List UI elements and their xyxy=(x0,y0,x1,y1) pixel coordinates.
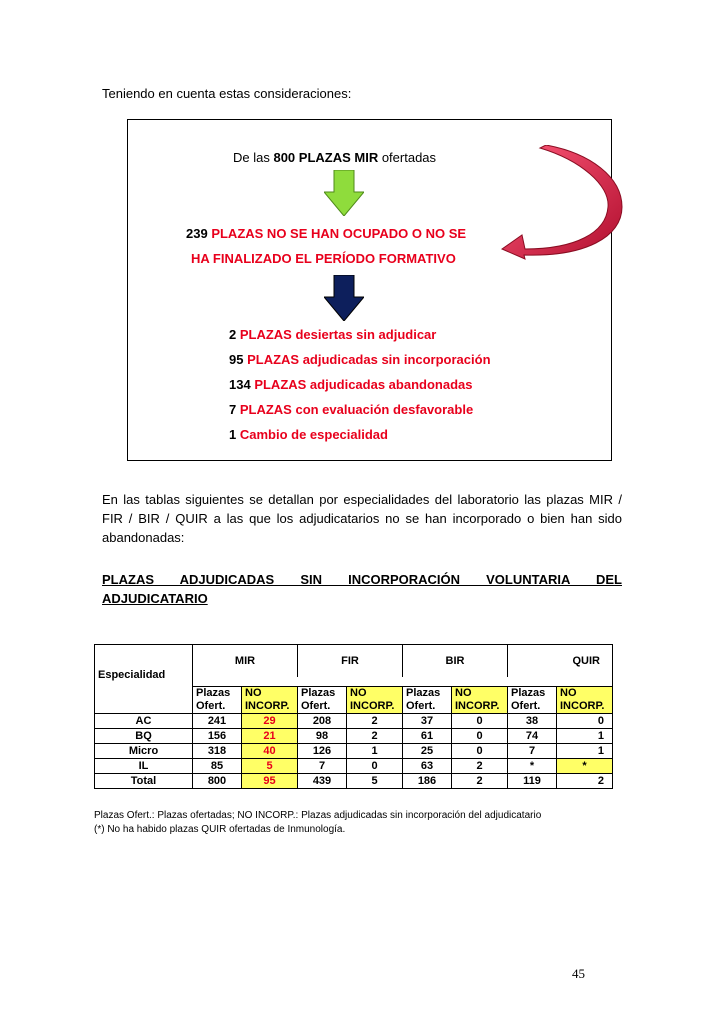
cell: 0 xyxy=(452,714,508,729)
green-down-arrow-icon xyxy=(324,170,364,216)
box-item-text: PLAZAS adjudicadas abandonadas xyxy=(250,377,473,392)
box-item-2 xyxy=(229,377,472,392)
cell: 0 xyxy=(452,729,508,744)
subheader-text: NO xyxy=(245,687,262,699)
box-line-offered-pre: De las xyxy=(233,150,274,165)
cell: 98 xyxy=(298,729,347,744)
cell: 1 xyxy=(347,744,403,759)
subheader-text: Plazas xyxy=(511,687,546,699)
cell: 61 xyxy=(403,729,452,744)
cell: 5 xyxy=(242,759,298,774)
cell: * xyxy=(557,759,613,774)
page-number: 45 xyxy=(572,966,585,981)
curved-arrow-icon xyxy=(370,145,625,260)
specialty-header: Especialidad xyxy=(95,645,193,687)
subheader-text: Plazas xyxy=(196,687,231,699)
cell: 2 xyxy=(347,714,403,729)
navy-down-arrow-icon xyxy=(324,275,364,321)
row-name: IL xyxy=(95,759,193,774)
row-name: Total xyxy=(95,774,193,789)
cell: 37 xyxy=(403,714,452,729)
subheader-text: Ofert. xyxy=(301,700,331,712)
cell: * xyxy=(508,759,557,774)
explanation-paragraph: En las tablas siguientes se detallan por especialidades del laboratorio las plazas MIR / FIR / BIR / QUIR a las que los adjudicatarios no se han incorporado o bien han sido abandonadas: xyxy=(102,492,622,545)
subheader-bir-plazas xyxy=(403,687,452,714)
cell: 2 xyxy=(452,774,508,789)
intro-text: Teniendo en cuenta estas consideraciones: xyxy=(102,86,352,101)
subheader-text: NO xyxy=(350,687,367,699)
table-row xyxy=(95,774,613,789)
subheader-text: INCORP. xyxy=(245,700,290,712)
cell: 63 xyxy=(403,759,452,774)
cell: 25 xyxy=(403,744,452,759)
subheader-text: INCORP. xyxy=(350,700,395,712)
cell: 29 xyxy=(242,714,298,729)
table-row xyxy=(95,759,613,774)
box-item-0 xyxy=(229,327,436,342)
cell: 38 xyxy=(508,714,557,729)
cell: 0 xyxy=(557,714,613,729)
subheader-fir-noincorp xyxy=(347,687,403,714)
cell: 126 xyxy=(298,744,347,759)
cell: 1 xyxy=(557,729,613,744)
cell: 2 xyxy=(452,759,508,774)
box-item-text: PLAZAS con evaluación desfavorable xyxy=(236,402,474,417)
specialty-subheader xyxy=(95,687,193,714)
cell: 800 xyxy=(193,774,242,789)
cell: 40 xyxy=(242,744,298,759)
box-item-number: 134 xyxy=(229,377,251,392)
cell: 5 xyxy=(347,774,403,789)
box-unoccupied-number: 239 xyxy=(186,226,208,241)
row-name: Micro xyxy=(95,744,193,759)
box-line-offered-post: ofertadas xyxy=(378,150,437,165)
subheader-mir-plazas xyxy=(193,687,242,714)
box-line-offered-bold: 800 PLAZAS MIR xyxy=(273,150,379,165)
subheader-text: Ofert. xyxy=(406,700,436,712)
row-name: BQ xyxy=(95,729,193,744)
cell: 7 xyxy=(298,759,347,774)
cell: 2 xyxy=(557,774,613,789)
box-item-number: 2 xyxy=(229,327,237,342)
box-line-period: HA FINALIZADO EL PERÍODO FORMATIVO xyxy=(191,251,456,266)
group-header-quir: QUIR xyxy=(508,645,613,678)
cell: 85 xyxy=(193,759,242,774)
cell: 21 xyxy=(242,729,298,744)
section-heading-line2: ADJUDICATARIO xyxy=(102,591,208,606)
table-row xyxy=(95,729,613,744)
cell: 0 xyxy=(347,759,403,774)
subheader-text: Plazas xyxy=(301,687,336,699)
subheader-text: Ofert. xyxy=(196,700,226,712)
group-header-fir: FIR xyxy=(298,645,403,678)
box-item-number: 1 xyxy=(229,427,237,442)
header-spacer xyxy=(193,677,613,687)
cell: 439 xyxy=(298,774,347,789)
table-row xyxy=(95,744,613,759)
subheader-quir-noincorp xyxy=(557,687,613,714)
cell: 7 xyxy=(508,744,557,759)
cell: 0 xyxy=(452,744,508,759)
cell: 95 xyxy=(242,774,298,789)
box-item-text: PLAZAS desiertas sin adjudicar xyxy=(236,327,437,342)
box-item-number: 95 xyxy=(229,352,244,367)
table-note-legend: Plazas Ofert.: Plazas ofertadas; NO INCORP.: Plazas adjudicadas sin incorporación del adjudicatario xyxy=(94,810,542,821)
table-note-asterisk: (*) No ha habido plazas QUIR ofertadas de Inmunología. xyxy=(94,824,346,835)
subheader-quir-plazas xyxy=(508,687,557,714)
box-item-1 xyxy=(229,352,491,367)
section-heading xyxy=(102,570,622,608)
cell: 119 xyxy=(508,774,557,789)
table-row xyxy=(95,714,613,729)
subheader-text: Plazas xyxy=(406,687,441,699)
box-item-text: Cambio de especialidad xyxy=(236,427,388,442)
subheader-text: NO xyxy=(560,687,577,699)
subheader-bir-noincorp xyxy=(452,687,508,714)
box-item-3 xyxy=(229,402,473,417)
cell: 74 xyxy=(508,729,557,744)
box-item-text: PLAZAS adjudicadas sin incorporación xyxy=(243,352,491,367)
group-header-mir: MIR xyxy=(193,645,298,678)
cell: 2 xyxy=(347,729,403,744)
group-header-bir: BIR xyxy=(403,645,508,678)
subheader-text: INCORP. xyxy=(560,700,605,712)
cell: 1 xyxy=(557,744,613,759)
cell: 318 xyxy=(193,744,242,759)
subheader-text: NO xyxy=(455,687,472,699)
subheader-fir-plazas xyxy=(298,687,347,714)
subheader-text: INCORP. xyxy=(455,700,500,712)
box-unoccupied-text: PLAZAS NO SE HAN OCUPADO O NO SE xyxy=(207,226,467,241)
box-item-number: 7 xyxy=(229,402,237,417)
subheader-mir-noincorp xyxy=(242,687,298,714)
row-name: AC xyxy=(95,714,193,729)
cell: 208 xyxy=(298,714,347,729)
vacancies-table xyxy=(94,644,613,789)
box-item-4 xyxy=(229,427,388,442)
cell: 241 xyxy=(193,714,242,729)
section-heading-line1: PLAZAS ADJUDICADAS SIN INCORPORACIÓN VOLUNTARIA DEL xyxy=(102,572,622,587)
cell: 186 xyxy=(403,774,452,789)
subheader-text: Ofert. xyxy=(511,700,541,712)
cell: 156 xyxy=(193,729,242,744)
